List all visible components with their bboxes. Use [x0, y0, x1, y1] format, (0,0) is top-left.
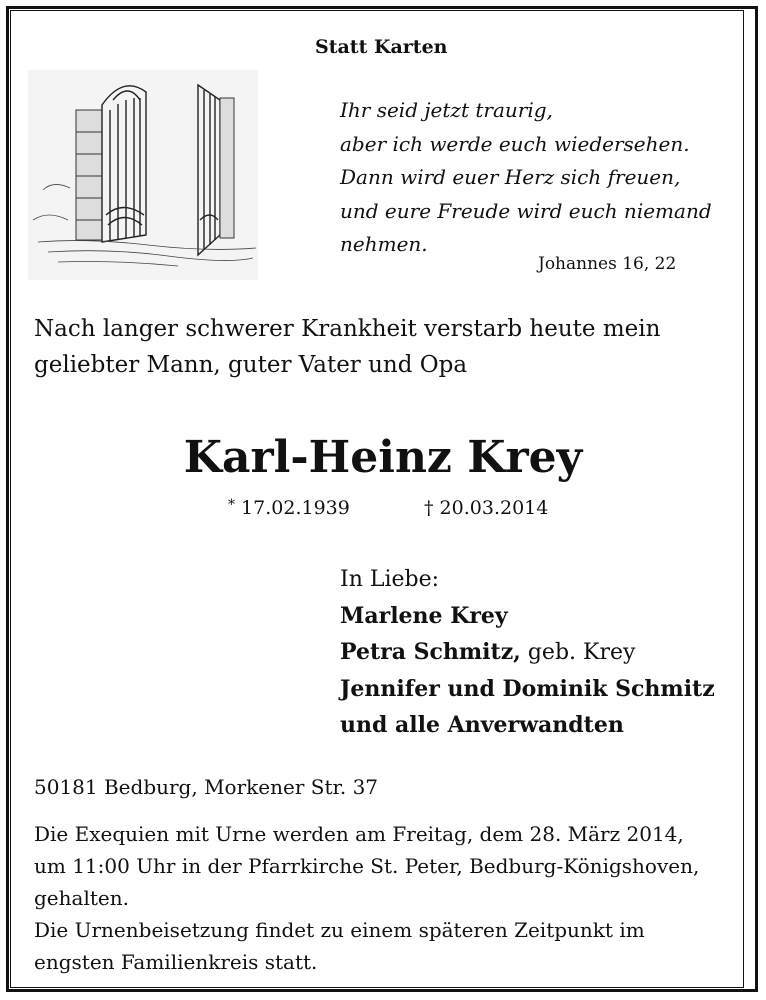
- funeral-notice: [34, 818, 699, 978]
- verse-line: aber ich werde euch wiedersehen.: [340, 131, 690, 156]
- verse-line: nehmen.: [340, 232, 428, 256]
- family-block: [340, 562, 715, 743]
- notice-line: engsten Familienkreis statt.: [34, 950, 318, 974]
- verse-reference: Johannes 16, 22: [538, 254, 677, 274]
- deceased-name: Karl-Heinz Krey: [183, 432, 583, 483]
- open-gate-illustration: [28, 70, 258, 280]
- family-member: Marlene Krey: [340, 603, 508, 629]
- intro-text: [34, 311, 660, 383]
- notice-line: gehalten.: [34, 886, 129, 910]
- birth-date-value: 17.02.1939: [241, 497, 350, 519]
- death-symbol: †: [424, 497, 434, 519]
- notice-line: Die Urnenbeisetzung findet zu einem späteren Zeitpunkt im: [34, 918, 645, 942]
- birth-symbol: *: [228, 497, 235, 513]
- intro-line: Nach langer schwerer Krankheit verstarb heute mein: [34, 316, 661, 342]
- birth-date: [228, 497, 350, 519]
- verse-line: Dann wird euer Herz sich freuen,: [340, 165, 681, 189]
- bible-verse: [340, 94, 712, 262]
- family-member-name: Petra Schmitz,: [340, 639, 521, 665]
- header-statt-karten: Statt Karten: [315, 36, 448, 58]
- notice-line: Die Exequien mit Urne werden am Freitag, dem 28. März 2014,: [34, 822, 684, 846]
- family-member: Jennifer und Dominik Schmitz: [340, 676, 715, 702]
- family-member: [340, 634, 715, 671]
- family-heading: In Liebe:: [340, 567, 440, 592]
- death-date: [424, 497, 548, 519]
- notice-line: um 11:00 Uhr in der Pfarrkirche St. Peter, Bedburg-Königshoven,: [34, 854, 700, 878]
- intro-line: geliebter Mann, guter Vater und Opa: [34, 352, 468, 378]
- family-member-maiden: geb. Krey: [520, 640, 636, 665]
- address: 50181 Bedburg, Morkener Str. 37: [34, 775, 379, 799]
- death-date-value: 20.03.2014: [439, 497, 549, 519]
- family-member: und alle Anverwandten: [340, 712, 624, 738]
- verse-line: und eure Freude wird euch niemand: [340, 198, 712, 223]
- verse-line: Ihr seid jetzt traurig,: [340, 98, 553, 122]
